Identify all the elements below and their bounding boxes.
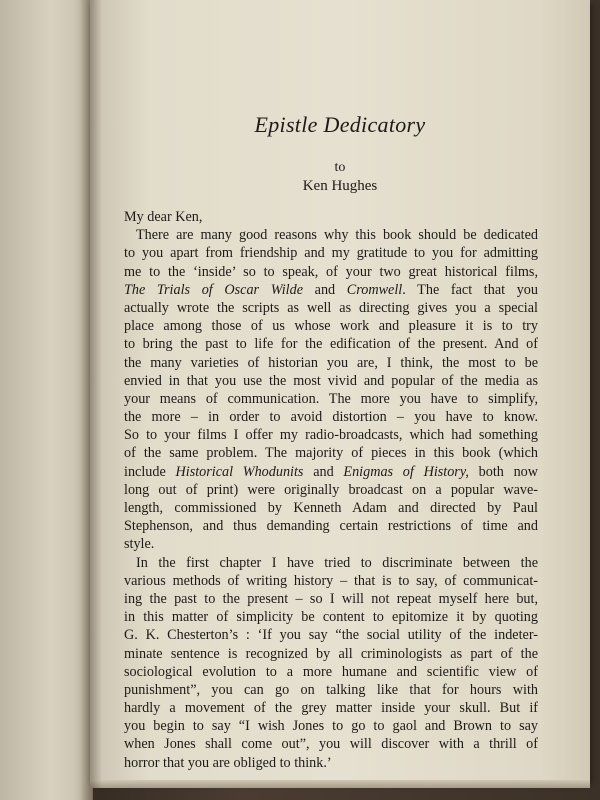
text-run: . The fact that you (402, 281, 538, 298)
epistle-body (124, 208, 538, 772)
text-run: your means of communication. The more you have to simplify, (124, 390, 538, 407)
film-title: Cromwell (346, 281, 403, 298)
text-run: various methods of writing history – that is to say, of communicat- (124, 572, 538, 589)
text-line (124, 335, 538, 353)
text-run: of the same problem. The majority of pieces in this book (which (124, 445, 538, 462)
text-line (124, 554, 538, 572)
text-line (124, 463, 538, 481)
text-line (124, 645, 538, 663)
text-line (124, 681, 538, 699)
text-line (124, 299, 538, 317)
text-run: in this matter of simplicity be content to epitomize it by quoting (124, 609, 538, 626)
text-run: length, commissioned by Kenneth Adam and directed by Paul (124, 500, 538, 516)
text-line (124, 390, 538, 408)
dedicatee-name: Ken Hughes (302, 178, 378, 194)
book-title: Enigmas of History, (343, 463, 469, 480)
text-line (124, 735, 538, 753)
text-line (124, 608, 538, 626)
text-line (124, 444, 538, 462)
book-gutter (80, 0, 102, 800)
text-run: place among those of us whose work and pleasure it is to try (124, 318, 538, 335)
text-run: and (303, 281, 347, 298)
text-line (124, 754, 538, 772)
text-run: me to the ‘inside’ so to speak, of your two great historical films, (124, 263, 538, 280)
text-run: There are many good reasons why this book should be dedicated (136, 227, 538, 244)
text-run: ing the past to the present – so I will not repeat myself here but, (124, 590, 538, 607)
text-line (124, 408, 538, 426)
text-line (124, 317, 538, 335)
page-title: Epistle Dedicatory (254, 112, 426, 137)
text-run: when Jones shall come out”, you will discover with a thrill of (124, 736, 538, 753)
text-run: long out of print) were originally broadcast on a popular wave- (124, 481, 538, 498)
text-line (124, 663, 538, 681)
text-line (124, 226, 538, 244)
text-line (124, 590, 538, 608)
text-run: G. K. Chesterton’s : ‘If you say “the social utility of the indeter- (124, 627, 538, 644)
text-line (124, 481, 538, 499)
dedication-to-label: to (334, 160, 346, 175)
text-run: both now (468, 463, 539, 480)
text-run: and (303, 463, 344, 480)
text-run: hardly a movement of the grey matter inside your skull. But if (124, 700, 538, 717)
text-run: sociological evolution to a more humane and scientific view of (124, 663, 538, 680)
text-line (124, 244, 538, 262)
text-run: horror that you are obliged to think.’ (124, 754, 332, 771)
text-line (124, 717, 538, 735)
text-run: you begin to say “I wish Jones to go to gaol and Brown to say (124, 718, 538, 735)
text-line (124, 517, 538, 535)
text-line (124, 626, 538, 644)
text-run: minate sentence is recognized by all criminologists as part of the (124, 645, 538, 662)
text-line (124, 699, 538, 717)
salutation: My dear Ken, (124, 209, 203, 225)
text-line (124, 281, 538, 299)
text-run: to you apart from friendship and my gratitude to you for admitting (124, 245, 538, 262)
page-stack-edge (90, 780, 590, 788)
book-title: Historical Whodunits (175, 463, 304, 480)
text-run: include (124, 463, 176, 480)
text-line (124, 499, 538, 517)
text-run: actually wrote the scripts as well as directing gives you a special (124, 299, 538, 316)
text-line (124, 354, 538, 372)
text-run: punishment”, you can go on talking like that for hours with (124, 681, 538, 698)
text-run: Stephenson, and thus demanding certain restrictions of time and (124, 518, 538, 535)
film-title: The Trials of Oscar Wilde (124, 281, 304, 298)
text-run: the more – in order to avoid distortion – you have to know. (124, 409, 538, 426)
text-line (124, 572, 538, 590)
text-line (124, 263, 538, 281)
text-run: So to your films I offer my radio-broadcasts, which had something (124, 427, 538, 444)
text-line (124, 535, 538, 553)
text-run: envied in that you use the most vivid and popular of the media as (124, 372, 538, 389)
text-line (124, 372, 538, 390)
text-run: style. (124, 536, 155, 553)
text-line (124, 426, 538, 444)
text-run: the many varieties of historian you are, I think, the most to be (124, 354, 538, 371)
text-run: In the first chapter I have tried to discriminate between the (136, 554, 538, 571)
text-run: to bring the past to life for the edification of the present. And of (124, 336, 538, 353)
